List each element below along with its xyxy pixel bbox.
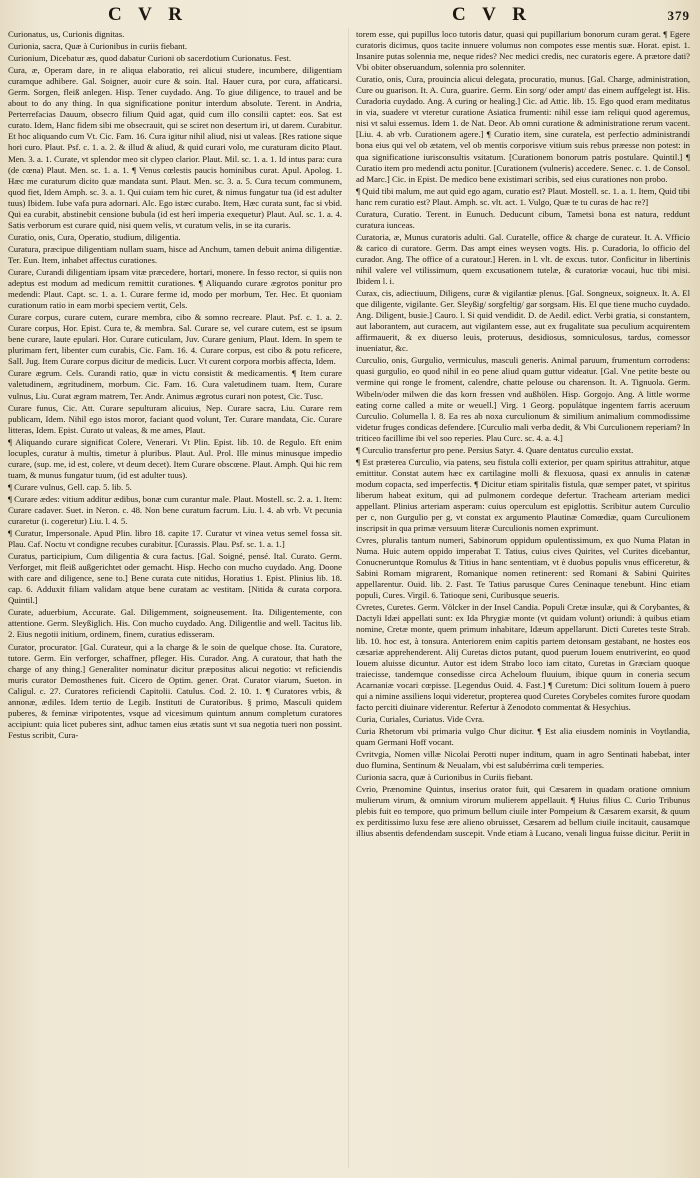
entry: Cvritvgia, Nomen villæ Nicolai Perotti nuper inditum, quam in agro Sentinati habebat, inter duo flumina, Sentinum & Neualam, vbi est salubérrima cœli temperies. bbox=[356, 749, 690, 771]
entry: Cura, æ, Operam dare, in re aliqua elaboratio, rei alicui studere, incumbere, diligentiam curamque adhibere. Gal. Soigner, auoir cure & soin. Ital. Hauer cura, por cura, affaticarsi. Germ. Sorgen, fleiß anlegen. Hisp. Tener cuydado. Ang. To giue diligence, to trauel and be about to do any thing. In qua significatione ponitur interdum absolute. Terent. in Andria, Perterrefacias Dauum, obsecro filium Quid agat, quid cum illo consilii captet: eos. Sat est curato. Idem, Hanc fidem sibi me obsecrauit, qui se sciret non desertum iri, ut darem. Curabitur. Et hoc aliquando cum Vt. Cic. Fam. 16. Cura igitur nihil aliud, nisi ut valeas. [Res ratione sique hori curo. Plaut. Psf. c. 1. a. 2. & illud & aliud, & quid curari volo, me curaturam dicito Plaut. Men. 3. a. 1. Curate, vt splendor meo sit clypeo clarior. Plaut. Mil. sc. 1. a. 1. Id intus para: cura (de cœna) Plaut. Men. sc. 1. a. 1. ¶ Venus cœlestis paucis hominibus curat. Apul. Apolog. 1. Hæc me curaturum dicito quæ mandata sunt. Plaut. Men. sc. 3. a. 5. Cura tecum communem, quod fiet, Idem Amph. sc. 3. a. 1. Qui cuiam tem hic curet, & nimus fungatur tua (id est adulter tuus) Ibidem. Iube vafa pura adornari. Alc. Ego istæc curabo. Item, Hæc curata sunt, fac si vbid. Qui ea curabit, abstinebit censione bubula (id est herí imperia exequetur) Plaut. Aul. sc. 1. a. 4. Satis verborum est curare quid, nisi quem velis, vt curatum velis, in se ita curaris. bbox=[8, 65, 342, 230]
entry: Curator, procurator. [Gal. Curateur, qui a la charge & le soin de quelque chose. Ita. Curatore, tutore. Germ. Ein verforger, schaffner, pfleger. His. Curador. Ang. A curatour, that hath the charge of any thing.] Generaliter nominatur dicitur præpositus alicui negotio: vt reficiendis muris curator Demosthenes fuit. Cicero de Optim. gener. Orat. Curator viarum, Sueton. in Caligul. c. 27. Curatores reficiendi Capitolii. Catulus. Cod. 2. 10. 1. ¶ Curatores vrbis, & annonæ, ædiles. Idem tertio de Legib. Instituti de Curatoribus. § primo, Masculi quidem puberes, & feminæ viripotentes, vsque ad vicesimum quintum annum completum curatores accipiunt: quia licet puberes sint, adhuc tamen eius ætatis sunt vt sua negotia tueri non possint. Festus scribit, Cura- bbox=[8, 641, 342, 740]
entry: Curatio, onis, Cura, Operatio, studium, diligentia. bbox=[8, 231, 181, 242]
entry: Curare funus, Cic. Att. Curare sepulturam alicuius, Nep. Curare sacra, Liu. Curare rem publicam, Idem. Nihil ego istos moror, faciant quod volunt, Ter. Curare mandata, Cic. Curare litteras, Idem. Epist. Curato ut valeas, & me ames, Plaut. bbox=[8, 402, 342, 435]
entry: Curionium, Dicebatur æs, quod dabatur Curioni ob sacerdotium Curionatus. Fest. bbox=[8, 53, 292, 64]
entry: Curax, cis, adiectiuum, Diligens, curæ & vigilantiæ plenus. [Gal. Songneux, soigneux. It. A. El que diligente, vigilante. Ger. Sleyßig/ sorgfeltig/ gar sorgsam. His. El que tiene mucho cuydado. Ang. Diligent, busie.] Cauro. l. Si quid vendidit. D. de Aedil. edict. Verbi gratia, si constantem, aut laborantem, aut curacem, aut vigilantem esse, aut ex frugalitate sua peculium acquirentem affirmauerit, & ex diuerso leuis, proteruus, desidiosus, somniculosus, tardus, comessor inueniatur, &c. bbox=[356, 288, 690, 354]
entry: ¶ Curculio transfertur pro pene. Persius Satyr. 4. Quare dentatus curculio exstat. bbox=[356, 444, 634, 455]
entry: Curatoria, æ, Munus curatoris adulti. Gal. Curatelle, office & charge de curateur. It. A. Vfficio & carico di curatore. Germ. Das ampt eines weysen vogts. His. p. Curadoria, lo officio del curador. Ang. The office of a curatour.] Heren. in l. vlt. de excus. tutor. Conficitur in libertinis nihil valere vel vtilissimum, quem excusationem tutelæ, & curatoriæ vocaui, huc tibi misi. Ibidem l. i. bbox=[356, 231, 690, 287]
entry: ¶ Est præterea Curculio, via patens, seu fistula colli exterior, per quam spiritus attrahitur, atque emittitur. Constat autem hæc ex cartilagine molli & flexuosa, quasi ex annulis in catenæ modum copacta, sed imperfectis. ¶ Dicitur etiam spiritalis fistula, quæ semper patet, vt spiritus liberum habeat exitum, qui ad pulmonem cordeque defertur. Tracheam arteriam medici appellant. Plinius arteriam asperam: cuius operculum est epiglottis. Scribitur autem Curculio per c, non Gurgulio per g, vt constat ex argumento Plautinæ Comœdiæ, quam Curculionem inscripsit in qua primæ versuum literæ Curculionis nomen exprimunt. bbox=[356, 456, 690, 534]
entry: Curculio, onis, Gurgulio, vermiculus, masculi generis. Animal paruum, frumentum corrodens: quasi gurgulio, eo quod nihil in eo pene aliud quam guttur videatur. [Gal. Vne petite beste ou vermine qui ronge le froment, calendre, chatte pelouse ou charenson. It. A. Tignuola. Germ. Wibeln/oder milwen die das korn fressen vnd außhölen. Hisp. Gorgojo. Ang. A little worme eating corne called a mite or weuell.] Virg. 1 Georg. populátque ingentem farris aceruum Curculio. Columella l. 8. Ea res ab noxa curculionum & similium animalium commodissime videtur fruges condicas defendere. [Curculio mali verba dedit, & Vbi Curculionem reperiam? In triticeo facillime ibi vel soo reperies. Plau Curc. sc. 4. a. 4.] bbox=[356, 355, 690, 443]
entry: Curatura, Curatio. Terent. in Eunuch. Deducunt cibum, Tametsi bona est natura, reddunt curatura iunceas. bbox=[356, 208, 690, 230]
page-header bbox=[0, 4, 700, 26]
entry: Curionia, sacra, Quæ à Curionibus in curiis fiebant. bbox=[8, 41, 188, 52]
entry: Curia, Curiales, Curiatus. Vide Cvra. bbox=[356, 713, 485, 724]
entry: Curatus, participium, Cum diligentia & cura factus. [Gal. Soigné, pensé. Ital. Curato. Germ. Verforget, mit fleiß außgerichtet oder gemacht. Hisp. Hecho con mucho cuydado. Ang. Doone with care and diligence, sene to.] Bene curata cute nitidus, Horatius 1. Epist. Plinius lib. 18. cap. 6. Adduxit filiam validam atque bene curatam ac vestitam. [Nitida & curata corpora. Quintil.] bbox=[8, 551, 342, 606]
entry: ¶ Curare ædes: vitium additur ædibus, bonæ cum curantur male. Plaut. Mostell. sc. 2. a. 1. Item: Curare cadaver. Suet. in Neron. c. 48. Non bene curatum facrum. Liu. l. 4. ab vrb. Vt pecunia curaretur (i. cogeretur) Liu. l. 4. 5. bbox=[8, 493, 342, 527]
entry: Curionia sacra, quæ à Curionibus in Curiis fiebant. bbox=[356, 772, 533, 783]
entry: Curia Rhetorum vbi primaria vulgo Chur dicitur. ¶ Est alia eiusdem nominis in Voytlandia, quam Germani Hoff vocant. bbox=[356, 725, 690, 747]
entry: Cvretes, Curetes. Germ. Völcker in der Insel Candia. Populi Cretæ insulæ, qui & Corybantes, & Dactyli Idæi appellati sunt: ex Ida Phrygiæ monte (vt quidam volunt) oriundi: à quibus etiam nomine, Cretæ monte, quem primum inhabitare, Idæum appellarunt. Dicti Curetes teste Strab. lib. 10. hoc est, à tonsura. Anteriorem enim capitis partem detonsam gestabant, ne hostes eos cæsariæ apprehenderent. Alij Curetas dictos putant, quod puerum Iouem enutriverint, eo quod Iouem aluisse dicuntur. Autor est idem Strabo loco iam citato, Curetas in Græciam quoque traiecisse, tandemque consedisse circa Acheloum fluuium, ibique quum in coneria secum Acarnaniæ vocari cœpisse. [Legendus Ouid. 4. Fast.] ¶ Curetum: Dici solitum Iouem à puero qui a nimine assiliens loqui videretur, propterea quod Curetes Corybeles comites furore quodam facto perciti diuinare viderentur. Refertur à Zenodoto commentat & Hesychius. bbox=[356, 602, 690, 712]
entry: Curate, aduerbium, Accurate. Gal. Diligemment, soigneusement. Ita. Diligentemente, con attentione. Germ. Sleyßiglich. His. Con mucho cuydado. Ang. Diligentlie and well. Tacitus lib. 2. Eius negotii initium, ordinem, finem, curatius edisseram. bbox=[8, 607, 342, 640]
entry: ¶ Quid tibi malum, me aut quid ego agam, curatio est? Plaut. Mostell. sc. 1. a. 1. Item, Quid tibi hanc rem curatio est? Plaut. Amph. sc. vlt. act. 1. Vulgo, Quæ te tu curas de hac re?] bbox=[356, 185, 690, 207]
entry: ¶ Aliquando curare significat Colere, Venerari. Vt Plin. Epist. lib. 10. de Regulo. Eft enim locuples, curatur à multis, timetur à pluribus. Plaut. Aul. Prol. Ille minus minusque impedio curare, (sup. me, id est, colere, vt deum decet). Item Curare obscœne. Plaut. Amph. Qui hic rem tuam, & munus fungatur tuum, (id est adulter tuus). bbox=[8, 436, 342, 480]
right-column bbox=[356, 28, 690, 839]
entry: ¶ Curare vulnus, Gell. cap. 5. lib. 5. bbox=[8, 481, 132, 492]
entry: Curatura, præcipue diligentiam nullam suam, hisce ad Anchum, tamen debuit anima diligentiæ. Ter. Eun. Item, inhabet affectus curationes. bbox=[8, 243, 342, 265]
left-column bbox=[8, 28, 342, 741]
entry: ¶ Curatur, Impersonale. Apud Plin. libro 18. capite 17. Curatur vt vinea vetus semel fossa sit. Plau. Caf. Noctu vt condigne recubes curabitur. [Curassis. Plau. Psf. sc. 1. a. 1.] bbox=[8, 528, 342, 550]
running-head-left: C V R bbox=[108, 4, 188, 25]
column-divider bbox=[348, 28, 349, 1168]
entry: Curare corpus, curare cutem, curare membra, cibo & somno recreare. Plaut. Psf. c. 1. a. 2. Curare corpus, Hor. Epist. Cura te, & membra. Sal. Curare se, vel curare cutem, est se ipsum bene curare, laute epulari. Hor. Curare cuticulam, Juv. Curare genium, Plaut. Idem. In spem te plurimam fert, libenter cum curabis, Cic. Fam. 16. 4. Curare corpus, est cibo & potu reficere, Sall. Jug. Item Curare corpus dicitur de medicis. Lucr. Vt curent corpora morbis affecta, Idem. bbox=[8, 312, 342, 367]
entry: torem esse, qui pupillus loco tutoris datur, quasi qui pupillarium bonorum curam gerat. ¶ Egere curatoris dicimus, quos tacite innuere volumus non compotes esse mentis suæ. Horat. epist. 1. Insanire putas solennia me, neque rides? Nec medici credis, nec curatoris egere. A prætore dati? Vbi obiter obseruandum, solennia pro solenniter. bbox=[356, 29, 690, 73]
entry: Cvres, pluralis tantum numeri, Sabinorum oppidum opulentissimum, ex quo Numa Platan in Numa. Huic autem oppido imperabat T. Tatius, cuius cives Quirites, vel Curites dicebantur, Conucneruntque Romulus & Titius in hanc sententiam, vt è duobus populis vnus efficeretur, & Sabini Romam migrarent, Romanique nomen retinerent: sed Romani & Sabini Quirites appellarentur. Ouid. lib. 2. Fast. Te Tatius parusque Cures Ceninaque tenebunt. Hinc etiam populi, Cures. Virgil. 6. Tatioque seni, Curibusque seueris. bbox=[356, 535, 690, 601]
entry: Curare, Curandi diligentiam ipsam vitæ præcedere, hortari, monere. In fesso rector, si quiis non adeptus est modum ad medicum remittit curationes. ¶ Aliquando curare ægrotos ponitur pro medendi: Plaut. Capt. sc. 1. a. 1. Curare ferme id, modo per morbum, Ter. Hec. Et quoniam curationum ratio in eam morbi speciem vertit, Cels. bbox=[8, 266, 342, 311]
running-head-right: C V R bbox=[452, 4, 532, 25]
page-number: 379 bbox=[667, 8, 690, 23]
entry: Curionatus, us, Curionis dignitas. bbox=[8, 29, 125, 39]
entry: Cvrio, Prænomine Quintus, inserius orator fuit, qui Cæsarem in quadam oratione omnium mulierum virum, & omnium virorum mulierem appellauit. ¶ Huius filius C. Curio Tribunus plebis fuit eo tempore, quo primum bellum ciuile inter Pompeium & Cæsarem exarsit, & quum ex perditissimo luxu fese ære alieno obruisset, Cæsarem ad bellum ciuile incitauit, causamque illius absentis defendendam suscepit. Vnde etiam à Lucano, venali lingua fuisse dicitur. Periit in bbox=[356, 784, 690, 839]
entry: Curatio, onis, Cura, prouincia alicui delegata, procuratio, munus. [Gal. Charge, administration, Cure ou guarison. It. A. Cura, guarire. Germ. Ein sorg/ oder ampt/ das einem auffgelegt ist. His. Curadoria cuydado. Ang. A curing or healing.] Cic. ad Attic. lib. 15. Ego quod eram meditatus in via, suadere vt vteretur curatione Asiatica frumenti: nihil esse iam reliqui quod ageremus, nisi vt salui essemus. Idem 1. de Nat. Deor. Ab omni curatione & administratione rerum vacent. [Liu. 4. ab vrb. Curationem agere.] ¶ Curatio item, sine curatela, est perfectio administrandi bona eius qui vel ob ætatem, vel ob mentis corporisve vitium suis rebus præesse non potest: in qua significatione iurisconsultis vsitatum. [Curationem bonorum patris postulare. Quintil.] ¶ Curatio item pro medendi actu ponitur. [Curationem (vulneris) accedere. Senec. c. 1. de Consol. ad Marc.] Cic. in Epist. De medico bene existimari scribis, sed eius curationes non probo. bbox=[356, 74, 690, 184]
entry: Curare ægrum. Cels. Curandi ratio, quæ in victu consistit & medicamentis. ¶ Item curare valetudinem, ægritudinem, morbum. Cic. Fam. 16. Cura valetudinem tuam. Item, Curare vulnus, Liu. Curat ægram matrem, Ter. Andr. Animus ægrotus curari non potest, Cic. Tusc. bbox=[8, 368, 342, 401]
